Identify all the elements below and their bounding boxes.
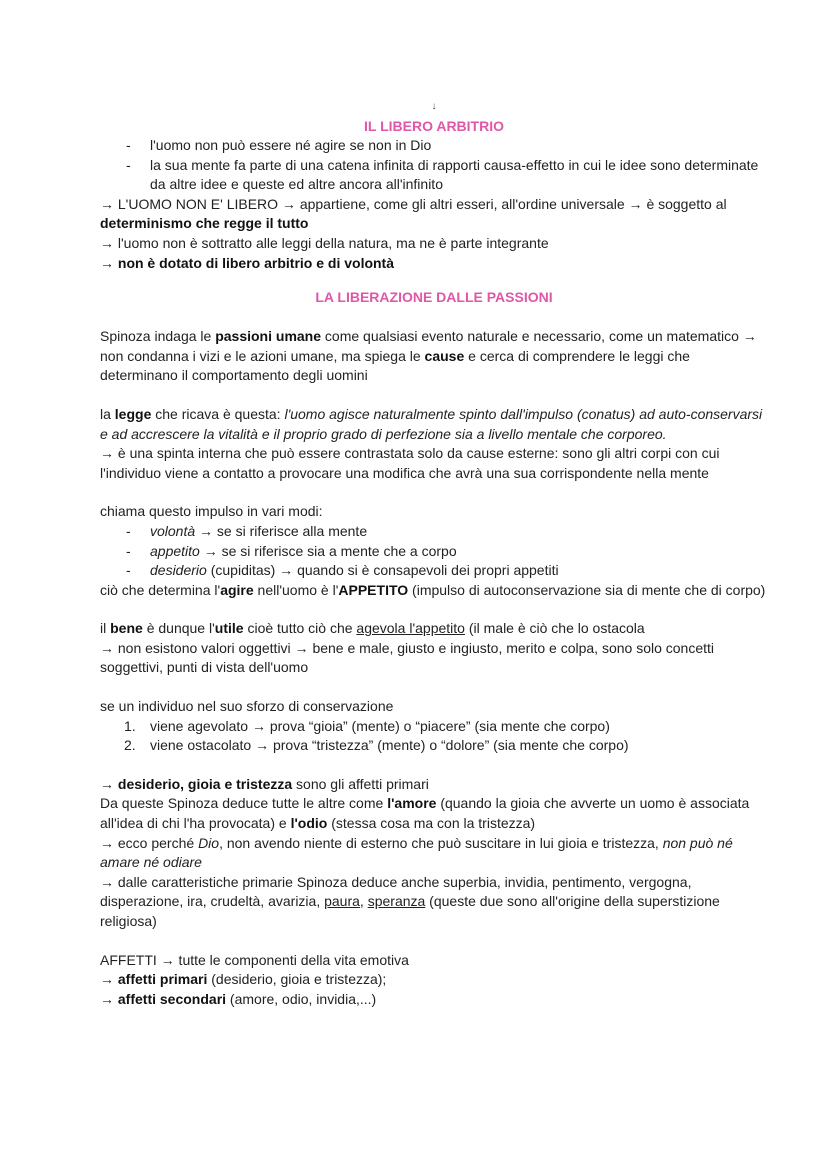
bullet-list-impulso	[100, 522, 768, 581]
list-item: - appetito → se si riferisce sia a mente che a corpo	[126, 542, 457, 559]
section-title-libero-arbitrio: IL LIBERO ARBITRIO	[364, 118, 504, 134]
paragraph: → desiderio, gioia e tristezza sono gli affetti primari	[100, 775, 429, 792]
paragraph: → affetti secondari (amore, odio, invidia,...)	[100, 990, 377, 1007]
list-item: 2. viene ostacolato → prova “tristezza” (mente) o “dolore” (sia mente che corpo)	[124, 737, 629, 754]
paragraph: → non è dotato di libero arbitrio e di volontà	[100, 254, 395, 271]
paragraph: → L'UOMO NON E' LIBERO → appartiene, come gli altri esseri, all'ordine universale → è soggetto al determinismo che regge il tutto	[100, 195, 727, 232]
paragraph: il bene è dunque l'utile cioè tutto ciò che agevola l'appetito (il male è ciò che lo ostacola	[100, 620, 645, 637]
list-item: 1. viene agevolato → prova “gioia” (mente) o “piacere” (sia mente che corpo)	[124, 717, 610, 734]
list-item: - volontà → se si riferisce alla mente	[126, 522, 368, 539]
paragraph: → ecco perché Dio, non avendo niente di esterno che può suscitare in lui gioia e tristezza, non può né amare né odiare	[100, 834, 733, 871]
paragraph: ciò che determina l'agire nell'uomo è l'APPETITO (impulso di autoconservazione sia di mente che di corpo)	[100, 581, 766, 598]
paragraph: se un individuo nel suo sforzo di conservazione	[100, 698, 394, 715]
paragraph: Da queste Spinoza deduce tutte le altre come l'amore (quando la gioia che avverte un uomo è associata all'idea di chi l'ha provocata) e l'odio (stessa cosa ma con la tristezza)	[100, 795, 750, 832]
section-title-liberazione: LA LIBERAZIONE DALLE PASSIONI	[315, 289, 553, 306]
paragraph: AFFETTI → tutte le componenti della vita emotiva	[100, 951, 409, 968]
bullet-list-libero-arbitrio	[100, 136, 768, 195]
paragraph: → dalle caratteristiche primarie Spinoza deduce anche superbia, invidia, pentimento, vergogna, disperazione, ira, crudeltà, avarizia, paura, speranza (queste due sono all'origine della superstizione religiosa)	[100, 873, 720, 929]
paragraph: → è una spinta interna che può essere contrastata solo da cause esterne: sono gli altri corpi con cui l'individuo viene a contatto a provocare una modifica che avrà una sua corrispondente nella mente	[100, 445, 720, 481]
paragraph: → l'uomo non è sottratto alle leggi della natura, ma ne è parte integrante	[100, 234, 549, 251]
paragraph: → affetti primari (desiderio, gioia e tristezza);	[100, 971, 387, 988]
paragraph: Spinoza indaga le passioni umane come qualsiasi evento naturale e necessario, come un matematico → non condanna i vizi e le azioni umane, ma spiega le cause e cerca di comprendere le leggi che determinano il comportamento degli uomini	[100, 328, 757, 384]
down-arrow-icon: ↓	[431, 101, 437, 112]
list-item: - desiderio (cupiditas) → quando si è consapevoli dei propri appetiti	[126, 562, 559, 579]
paragraph: la legge che ricava è questa: l'uomo agisce naturalmente spinto dall'impulso (conatus) ad auto-conservarsi e ad accrescere la vitalità e il proprio grado di perfezione sia a livello mentale che corporeo.	[100, 405, 763, 442]
list-item: - la sua mente fa parte di una catena infinita di rapporti causa-effetto in cui le idee sono determinate da altre idee e queste ed altre ancora all'infinito	[126, 156, 759, 193]
paragraph: → non esistono valori oggettivi → bene e male, giusto e ingiusto, merito e colpa, sono solo concetti soggettivi, punti di vista dell'uomo	[100, 639, 715, 676]
numbered-list-conservazione	[100, 717, 768, 756]
paragraph: chiama questo impulso in vari modi:	[100, 503, 323, 520]
list-item: - l'uomo non può essere né agire se non in Dio	[126, 137, 432, 153]
